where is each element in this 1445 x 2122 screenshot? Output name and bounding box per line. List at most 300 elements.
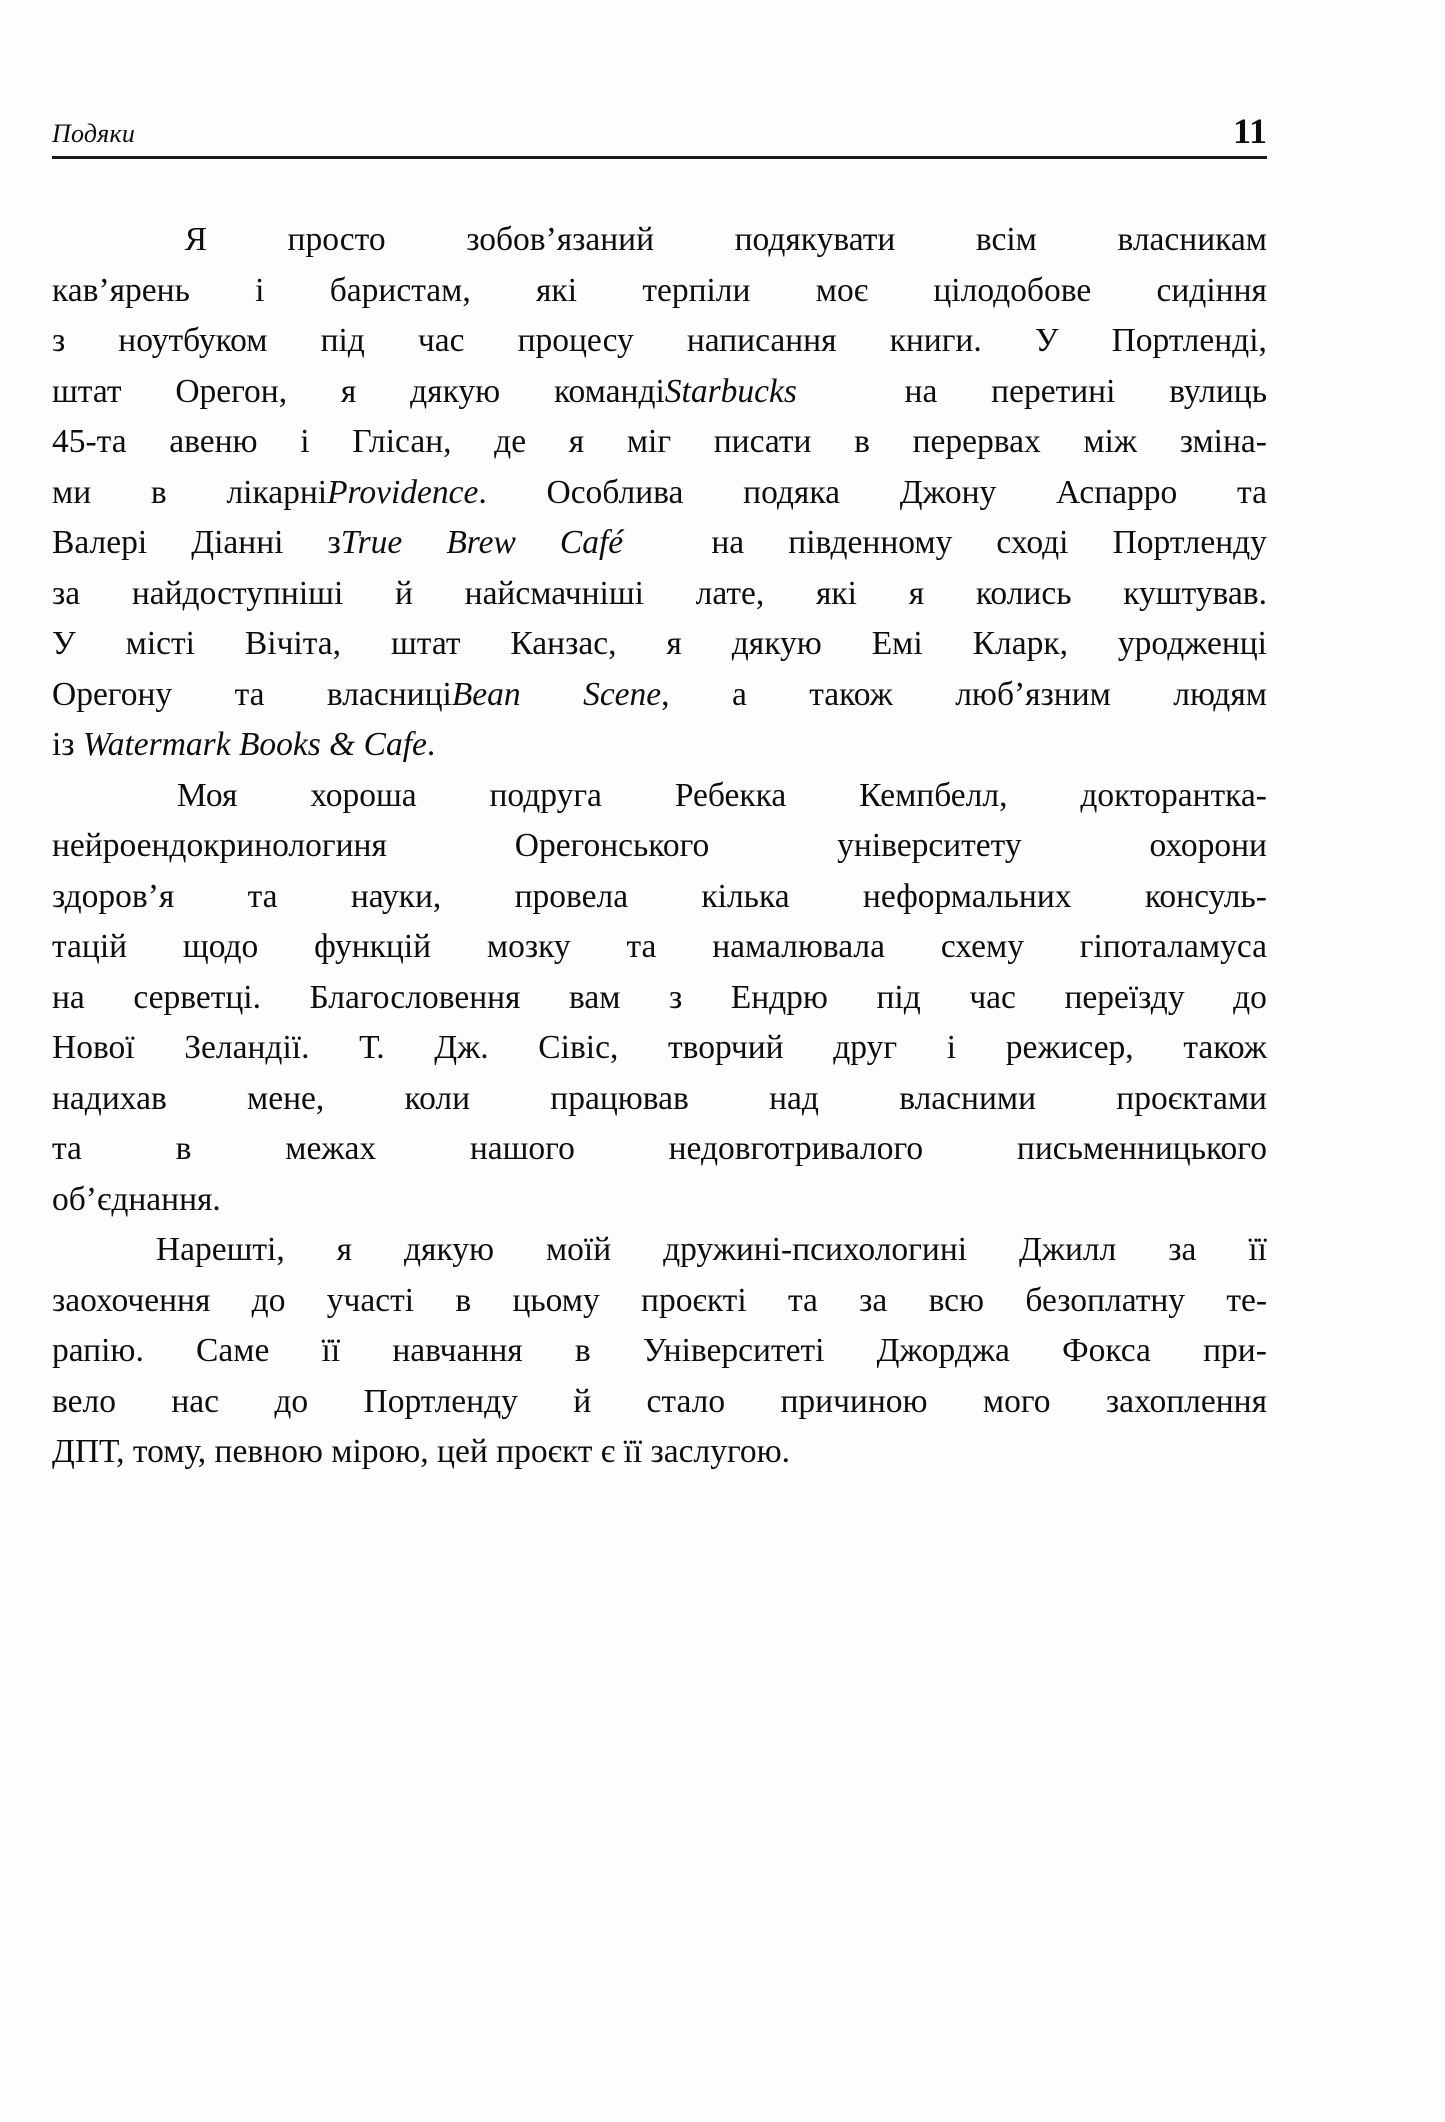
- text-run: просто: [287, 221, 386, 258]
- text-run: Сівіс,: [538, 1029, 619, 1066]
- text-run: власникам: [1117, 221, 1267, 258]
- word: [955, 670, 1111, 721]
- word: [327, 1276, 414, 1327]
- text-run: за: [1168, 1231, 1197, 1268]
- word: [184, 1023, 309, 1074]
- body-text: [52, 215, 1267, 1478]
- word: [245, 619, 341, 670]
- text-line: [52, 872, 1267, 923]
- word: [341, 367, 356, 418]
- word: [285, 1124, 376, 1175]
- word: [816, 569, 857, 620]
- text-run: та: [234, 675, 265, 713]
- text-run: всю: [928, 1281, 985, 1319]
- text-run: південному: [788, 524, 953, 561]
- text-run: Особлива: [546, 473, 684, 511]
- word: [52, 670, 172, 721]
- word: [490, 771, 602, 822]
- word: [322, 1326, 341, 1377]
- text-run: в: [455, 1281, 472, 1319]
- text-run: зобов’язаний: [466, 221, 655, 258]
- word: [118, 316, 267, 367]
- word: [929, 1276, 985, 1327]
- text-run: дружині-психологині: [663, 1231, 968, 1268]
- text-run: її: [1248, 1231, 1267, 1268]
- word: [647, 1377, 726, 1428]
- word: [933, 266, 1091, 317]
- text-run: письменницького: [1016, 1130, 1267, 1167]
- running-head-title: Подяки: [52, 119, 136, 148]
- text-run: вулиць: [1169, 372, 1267, 410]
- text-run: У: [52, 625, 76, 662]
- text-line: [52, 1023, 1267, 1074]
- text-run: та: [247, 877, 278, 915]
- text-run: вам: [569, 978, 621, 1016]
- text-run: Я: [184, 221, 207, 258]
- word: [470, 1124, 575, 1175]
- word: [52, 1326, 144, 1377]
- text-run: стало: [646, 1382, 726, 1420]
- text-run: провела: [514, 877, 629, 915]
- word: [701, 872, 789, 923]
- word: [1080, 771, 1267, 822]
- text-run: уродженці: [1117, 625, 1267, 662]
- text-run: й: [394, 574, 413, 612]
- word: [52, 266, 190, 317]
- text-run: в: [854, 423, 870, 460]
- word: [905, 367, 938, 418]
- word: [983, 1377, 1051, 1428]
- word: [833, 1023, 897, 1074]
- text-line: [52, 1175, 1267, 1226]
- text-run: міг: [626, 423, 672, 460]
- page-number: 11: [1232, 111, 1267, 151]
- word: [52, 922, 127, 973]
- text-run: проєктами: [1116, 1079, 1267, 1117]
- word: [1149, 821, 1267, 872]
- text-run: лікарні: [226, 473, 328, 511]
- word: [1017, 1124, 1267, 1175]
- text-run: Кемпбелл,: [859, 776, 1008, 814]
- text-run: до: [1233, 978, 1267, 1016]
- text-run: хороша: [310, 776, 417, 814]
- word: [518, 316, 634, 367]
- word: [877, 973, 921, 1024]
- text-run: на: [52, 978, 85, 1016]
- text-run: штат: [52, 372, 122, 410]
- word: [575, 1326, 591, 1377]
- text-run: перетині: [991, 372, 1116, 410]
- text-run: проєкті: [641, 1281, 747, 1319]
- word: [583, 670, 669, 721]
- text-run: Ребекка: [674, 776, 787, 814]
- text-run: місті: [125, 625, 195, 662]
- word: [446, 518, 515, 569]
- text-line: [52, 619, 1267, 670]
- word: [418, 316, 465, 367]
- word: [569, 973, 620, 1024]
- word: [711, 518, 744, 569]
- word: [321, 316, 365, 367]
- text-run: Фокса: [1062, 1332, 1151, 1369]
- text-run: із: [52, 726, 83, 763]
- text-run: час: [969, 978, 1016, 1016]
- italic-run: Scene: [583, 675, 662, 713]
- word: [175, 367, 287, 418]
- text-run: між: [1083, 423, 1138, 460]
- word: [248, 872, 278, 923]
- word: [890, 316, 982, 367]
- word: [151, 468, 167, 519]
- word: [1173, 670, 1267, 721]
- text-run: всім: [975, 221, 1037, 258]
- word: [1019, 1225, 1116, 1276]
- text-run: лате,: [695, 574, 765, 612]
- word: [455, 1276, 471, 1327]
- text-run: також: [1183, 1029, 1267, 1066]
- text-run: друг: [833, 1029, 898, 1066]
- text-run: творчий: [667, 1029, 784, 1066]
- word: [235, 670, 265, 721]
- word: [52, 518, 147, 569]
- word: [973, 619, 1068, 670]
- text-run: Орегону: [52, 675, 173, 713]
- text-run: з: [668, 978, 683, 1016]
- text-run: .: [478, 473, 487, 511]
- word: [1035, 316, 1059, 367]
- text-line: [52, 1326, 1267, 1377]
- italic-run: Providence: [327, 473, 479, 511]
- word: [1113, 518, 1267, 569]
- text-run: тацій: [52, 928, 128, 965]
- text-run: та: [1237, 473, 1267, 511]
- word: [310, 771, 416, 822]
- word: [1145, 872, 1267, 923]
- text-run: під: [320, 322, 365, 359]
- text-line: [52, 1276, 1267, 1327]
- word: [196, 1326, 269, 1377]
- word: [560, 518, 623, 569]
- text-run: участі: [326, 1281, 415, 1319]
- italic-run: Bean: [451, 675, 521, 713]
- word: [133, 973, 261, 1024]
- text-run: та: [52, 1130, 82, 1167]
- text-run: за: [859, 1281, 888, 1319]
- text-run: моє: [815, 271, 869, 309]
- word: [735, 215, 896, 266]
- running-header: [52, 88, 1267, 150]
- text-run: здоров’я: [52, 877, 175, 915]
- word: [1106, 1377, 1267, 1428]
- word: [627, 417, 671, 468]
- word: [854, 417, 870, 468]
- word: [900, 468, 997, 519]
- word: [780, 1377, 927, 1428]
- text-run: У: [1034, 322, 1059, 359]
- text-run: щодо: [182, 928, 259, 965]
- text-line: [52, 569, 1267, 620]
- word: [405, 1074, 471, 1125]
- word: [731, 973, 828, 1024]
- text-run: в: [150, 473, 167, 511]
- text-run: перервах: [912, 423, 1041, 460]
- text-run: Зеландії.: [184, 1029, 310, 1066]
- word: [816, 266, 868, 317]
- word: [395, 569, 413, 620]
- text-run: ,: [661, 675, 670, 713]
- word: [626, 922, 656, 973]
- word: [494, 417, 526, 468]
- word: [252, 1276, 286, 1327]
- word: [1237, 468, 1267, 519]
- word: [274, 1377, 308, 1428]
- word: [515, 821, 710, 872]
- word: [466, 215, 654, 266]
- word: [1157, 266, 1267, 317]
- word: [288, 215, 386, 266]
- word: [536, 266, 577, 317]
- text-run: власниці: [326, 675, 452, 713]
- text-run: Вічіта,: [244, 625, 342, 662]
- word: [863, 872, 1072, 923]
- word: [666, 619, 681, 670]
- word: [1226, 1276, 1267, 1327]
- text-line: [52, 1225, 1267, 1276]
- word: [554, 367, 797, 418]
- word: [52, 821, 387, 872]
- text-run: консуль-: [1144, 877, 1267, 915]
- word: [1080, 922, 1267, 973]
- word: [52, 1276, 210, 1327]
- word: [1183, 1023, 1267, 1074]
- text-run: моїй: [545, 1231, 612, 1268]
- word: [1112, 316, 1267, 367]
- word: [1248, 1225, 1267, 1276]
- text-run: найсмачніші: [464, 574, 644, 612]
- word: [687, 316, 837, 367]
- text-run: я: [666, 625, 682, 662]
- word: [550, 1074, 689, 1125]
- text-run: які: [815, 574, 857, 612]
- word: [52, 1124, 82, 1175]
- paragraph: [52, 1225, 1267, 1478]
- text-run: на: [904, 372, 938, 410]
- word: [510, 619, 616, 670]
- text-run: в: [175, 1130, 192, 1167]
- word: [171, 1377, 219, 1428]
- word: [714, 417, 812, 468]
- text-run: науки,: [350, 877, 442, 915]
- word: [52, 619, 76, 670]
- text-run: подякувати: [734, 221, 896, 258]
- word: [872, 619, 923, 670]
- word: [465, 569, 644, 620]
- word: [176, 1124, 192, 1175]
- word: [183, 922, 258, 973]
- text-run: терпіли: [642, 271, 751, 309]
- text-run: з: [52, 322, 66, 359]
- word: [391, 619, 461, 670]
- text-run: за: [52, 574, 81, 612]
- word: [169, 417, 257, 468]
- text-run: кілька: [701, 877, 790, 915]
- text-run: ДПТ, тому, певною мірою, цей проєкт є її заслугою.: [52, 1433, 791, 1470]
- word: [859, 771, 1007, 822]
- text-run: Університеті: [642, 1332, 825, 1369]
- text-line: [52, 518, 1267, 569]
- word: [859, 1276, 887, 1327]
- word: [410, 367, 500, 418]
- word: [696, 569, 765, 620]
- word: [1169, 367, 1267, 418]
- text-run: час: [417, 322, 465, 359]
- text-run: книги.: [889, 322, 982, 359]
- text-run: .: [426, 726, 436, 763]
- word: [788, 1276, 818, 1327]
- word: [1233, 973, 1267, 1024]
- text-run: Портленду: [363, 1382, 518, 1420]
- text-run: в: [574, 1332, 591, 1369]
- word: [732, 619, 822, 670]
- text-run: рапію.: [52, 1332, 144, 1369]
- word: [712, 922, 885, 973]
- word: [877, 1326, 1010, 1377]
- word: [52, 367, 122, 418]
- text-run: переїзду: [1064, 978, 1185, 1016]
- text-run: мого: [982, 1382, 1051, 1420]
- text-run: університету: [837, 827, 1022, 864]
- text-run: та: [787, 1281, 818, 1319]
- word: [538, 1023, 618, 1074]
- word: [909, 569, 924, 620]
- text-run: 45-та: [52, 423, 127, 460]
- text-run: межах: [285, 1130, 377, 1167]
- word: [1117, 215, 1267, 266]
- word: [52, 468, 91, 519]
- text-run: зміна-: [1179, 423, 1267, 460]
- text-run: і: [255, 271, 265, 309]
- text-line: [52, 670, 1267, 721]
- word: [330, 266, 471, 317]
- text-run: а: [731, 675, 747, 713]
- word: [177, 771, 237, 822]
- text-run: власними: [899, 1079, 1037, 1117]
- text-run: Кларк,: [972, 625, 1068, 662]
- word: [547, 468, 684, 519]
- word: [913, 417, 1041, 468]
- text-run: найдоступніші: [131, 574, 344, 612]
- text-run: вело: [52, 1382, 116, 1420]
- word: [669, 1124, 924, 1175]
- word: [1168, 1225, 1196, 1276]
- text-run: нейроендокринологиня: [52, 827, 387, 864]
- word: [487, 922, 571, 973]
- text-run: схему: [940, 928, 1024, 965]
- text-line: [52, 468, 1267, 519]
- word: [512, 1276, 599, 1327]
- text-run: Благословення: [309, 978, 521, 1016]
- word: [669, 973, 682, 1024]
- text-run: й: [573, 1382, 592, 1420]
- text-run: при-: [1203, 1332, 1267, 1369]
- text-line: [52, 1427, 1267, 1478]
- text-run: Нової: [52, 1029, 135, 1066]
- text-run: Моя: [176, 776, 238, 814]
- text-line: [52, 1124, 1267, 1175]
- word: [337, 1225, 352, 1276]
- word: [743, 468, 840, 519]
- word: [351, 872, 441, 923]
- text-run: Джорджа: [876, 1332, 1010, 1369]
- word: [226, 468, 486, 519]
- text-run: нас: [171, 1382, 219, 1420]
- word: [327, 670, 521, 721]
- word: [255, 266, 264, 317]
- word: [969, 973, 1016, 1024]
- text-run: Т.: [359, 1029, 385, 1066]
- text-line: [52, 720, 1267, 771]
- text-run: нашого: [469, 1130, 575, 1167]
- word: [515, 872, 629, 923]
- word: [1006, 1023, 1134, 1074]
- text-run: люб’язним: [955, 675, 1111, 713]
- word: [732, 670, 747, 721]
- word: [156, 1225, 285, 1276]
- word: [1118, 619, 1267, 670]
- word: [185, 215, 207, 266]
- word: [976, 215, 1037, 266]
- word: [642, 266, 750, 317]
- text-run: також: [809, 675, 893, 713]
- word: [52, 872, 174, 923]
- word: [1083, 417, 1137, 468]
- page-content-area: [52, 0, 1267, 2122]
- word: [126, 619, 195, 670]
- text-run: штат: [390, 625, 461, 662]
- italic-run: Café: [559, 524, 624, 561]
- word: [1203, 1326, 1267, 1377]
- text-run: сидіння: [1156, 271, 1267, 309]
- paragraph-indent: [52, 771, 104, 822]
- word: [300, 417, 309, 468]
- text-run: писати: [713, 423, 812, 460]
- paragraph-indent: [52, 215, 104, 266]
- text-run: навчання: [392, 1332, 523, 1369]
- text-run: Нарешті,: [155, 1231, 285, 1268]
- paragraph: [52, 771, 1267, 1226]
- text-run: Глісан,: [352, 423, 452, 460]
- word: [788, 518, 952, 569]
- word: [976, 569, 1072, 620]
- italic-run: Watermark Books & Cafe: [82, 726, 427, 763]
- word: [573, 1377, 591, 1428]
- italic-run: Starbucks: [664, 372, 797, 410]
- word: [941, 922, 1024, 973]
- text-run: об’єднання.: [52, 1180, 221, 1218]
- word: [404, 1225, 494, 1276]
- text-run: я: [908, 574, 925, 612]
- word: [546, 1225, 611, 1276]
- text-run: де: [494, 423, 527, 460]
- text-run: дякую: [404, 1231, 495, 1268]
- header-rule: [52, 156, 1267, 159]
- text-run: Діанні: [191, 524, 284, 561]
- text-run: Саме: [196, 1332, 270, 1369]
- text-run: кав’ярень: [52, 271, 190, 309]
- text-line: [52, 922, 1267, 973]
- paragraph: [52, 215, 1267, 771]
- text-run: над: [769, 1079, 819, 1117]
